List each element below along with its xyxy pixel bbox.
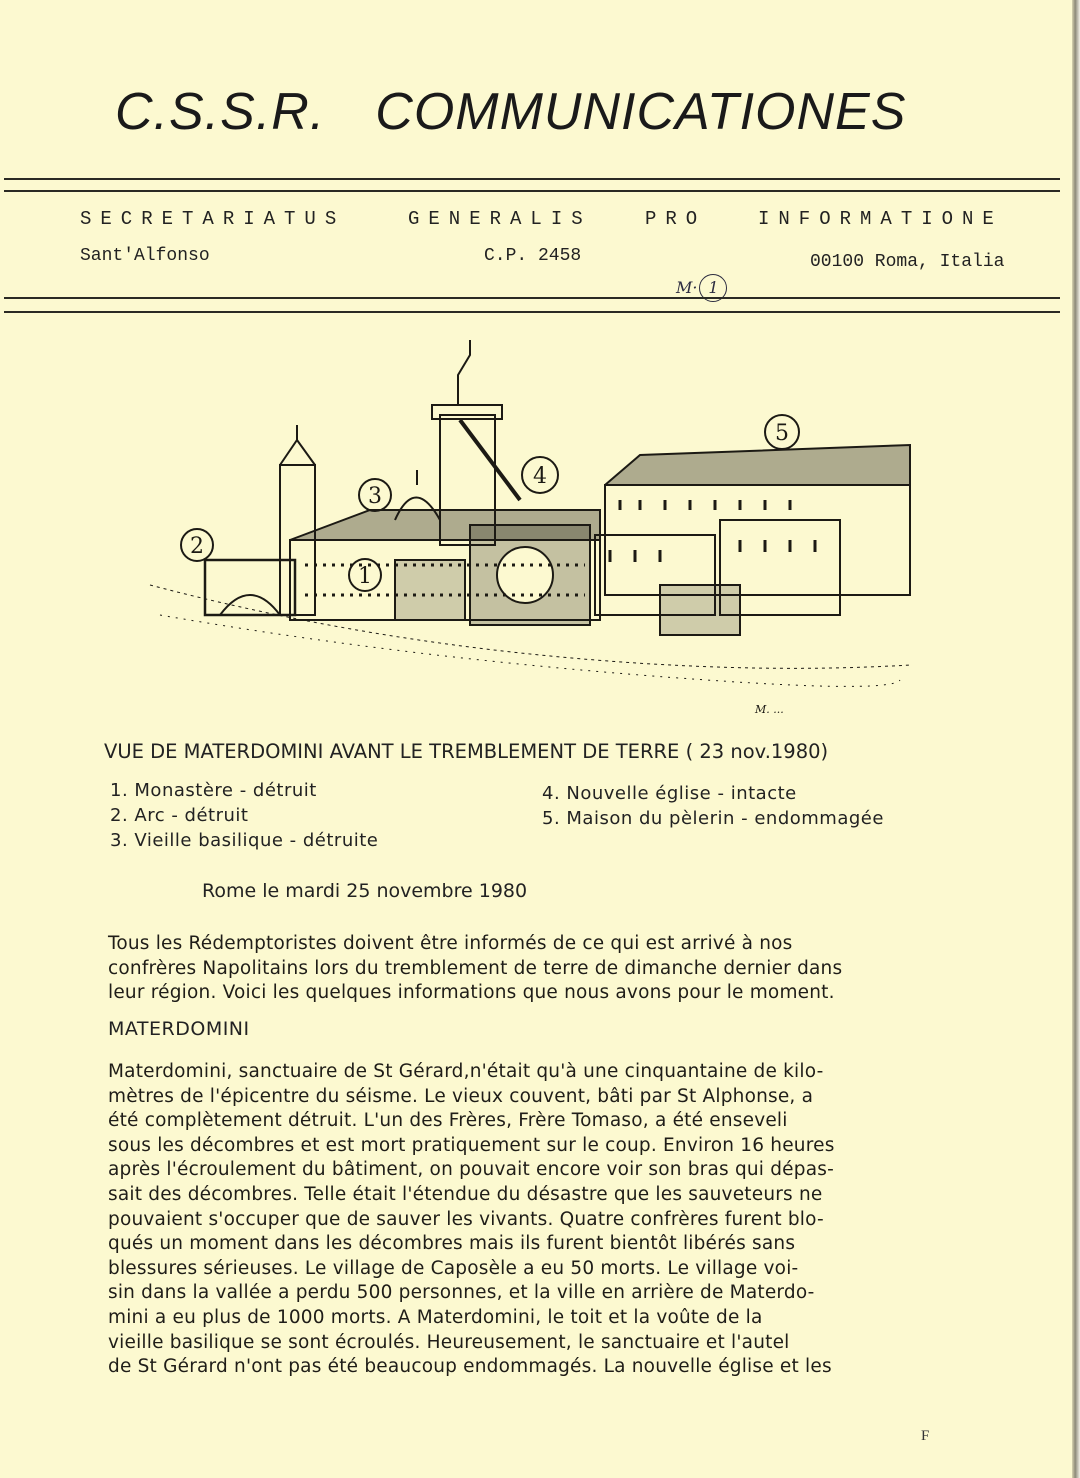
address-left: Sant'Alfonso [80, 246, 210, 266]
legend-item: 5. Maison du pèlerin - endommagée [542, 808, 884, 829]
text-line: après l'écroulement du bâtiment, on pouvait encore voir son bras qui dépas- [108, 1159, 834, 1181]
text-line: pouvaient s'occuper que de sauver les vivants. Quatre confrères furent blo- [108, 1208, 824, 1230]
masthead-title [115, 82, 906, 142]
text-line: sin dans la vallée a perdu 500 personnes, et la ville en arrière de Materdo- [108, 1282, 815, 1304]
secretariat-word-2: GENERALIS [408, 208, 592, 230]
address-right: 00100 Roma, Italia [810, 252, 1005, 272]
text-line: leur région. Voici les quelques informations que nous avons pour le moment. [108, 982, 835, 1004]
masthead-name: COMMUNICATIONES [375, 83, 907, 141]
legend-item: 4. Nouvelle église - intacte [542, 783, 797, 804]
marker-3: 3 [368, 484, 382, 509]
text-line: de St Gérard n'ont pas été beaucoup endommagés. La nouvelle église et les [108, 1356, 832, 1378]
text-line: été complètement détruit. L'un des Frères, Frère Tomaso, a été enseveli [108, 1110, 788, 1132]
header-rule-bottom-2 [4, 311, 1060, 313]
text-line: blessures sérieuses. Le village de Caposèle a eu 50 morts. Le village voi- [108, 1257, 799, 1279]
intro-paragraph [108, 932, 978, 1006]
text-line: Materdomini, sanctuaire de St Gérard,n'était qu'à une cinquantaine de kilo- [108, 1061, 824, 1082]
text-line: qués un moment dans les décombres mais ils furent bientôt libérés sans [108, 1233, 796, 1255]
materdomini-sketch-illustration [140, 335, 920, 720]
body-paragraph [108, 1060, 978, 1380]
section-heading: MATERDOMINI [108, 1018, 250, 1040]
text-line: mètres de l'épicentre du séisme. Le vieux couvent, bâti par St Alphonse, a [108, 1085, 814, 1107]
text-line: sait des décombres. Telle était l'étendue du désastre que les sauveteurs ne [108, 1183, 823, 1205]
masthead-abbrev: C.S.S.R. [115, 83, 326, 141]
text-line: confrères Napolitains lors du tremblement de terre de dimanche dernier dans [108, 957, 843, 979]
marker-2: 2 [190, 534, 204, 559]
illustration-caption: VUE DE MATERDOMINI AVANT LE TREMBLEMENT DE TERRE ( 23 nov.1980) [104, 740, 829, 763]
legend-left [110, 778, 378, 853]
text-line: Tous les Rédemptoristes doivent être informés de ce qui est arrivé à nos [108, 933, 793, 954]
legend-right [542, 781, 884, 831]
text-line: mini a eu plus de 1000 morts. A Materdomini, le toit et la voûte de la [108, 1306, 763, 1328]
header-rule-top-1 [4, 178, 1060, 180]
header-rule-top-2 [4, 190, 1060, 192]
page-mark: F [921, 1428, 930, 1444]
marker-4: 4 [533, 464, 547, 489]
artist-signature: M. ... [755, 703, 784, 716]
secretariat-word-4: INFORMATIONE [758, 208, 1003, 230]
legend-item: 2. Arc - détruit [110, 805, 249, 826]
dateline: Rome le mardi 25 novembre 1980 [202, 880, 528, 902]
handwritten-mark-number: 1 [699, 274, 727, 302]
page-edge-shadow [1072, 0, 1080, 1478]
legend-item: 3. Vieille basilique - détruite [110, 830, 379, 851]
text-line: vieille basilique se sont écroulés. Heureusement, le sanctuaire et l'autel [108, 1331, 790, 1353]
secretariat-word-3: PRO [645, 208, 707, 230]
handwritten-mark-prefix: M· [676, 278, 698, 297]
secretariat-word-1: SECRETARIATUS [80, 208, 346, 230]
text-line: sous les décombres et est mort pratiquement sur le coup. Environ 16 heures [108, 1134, 835, 1156]
legend-item: 1. Monastère - détruit [110, 780, 317, 801]
marker-5: 5 [775, 421, 789, 446]
address-center: C.P. 2458 [484, 246, 582, 266]
marker-1: 1 [358, 564, 372, 589]
header-rule-bottom-1 [4, 297, 1060, 299]
